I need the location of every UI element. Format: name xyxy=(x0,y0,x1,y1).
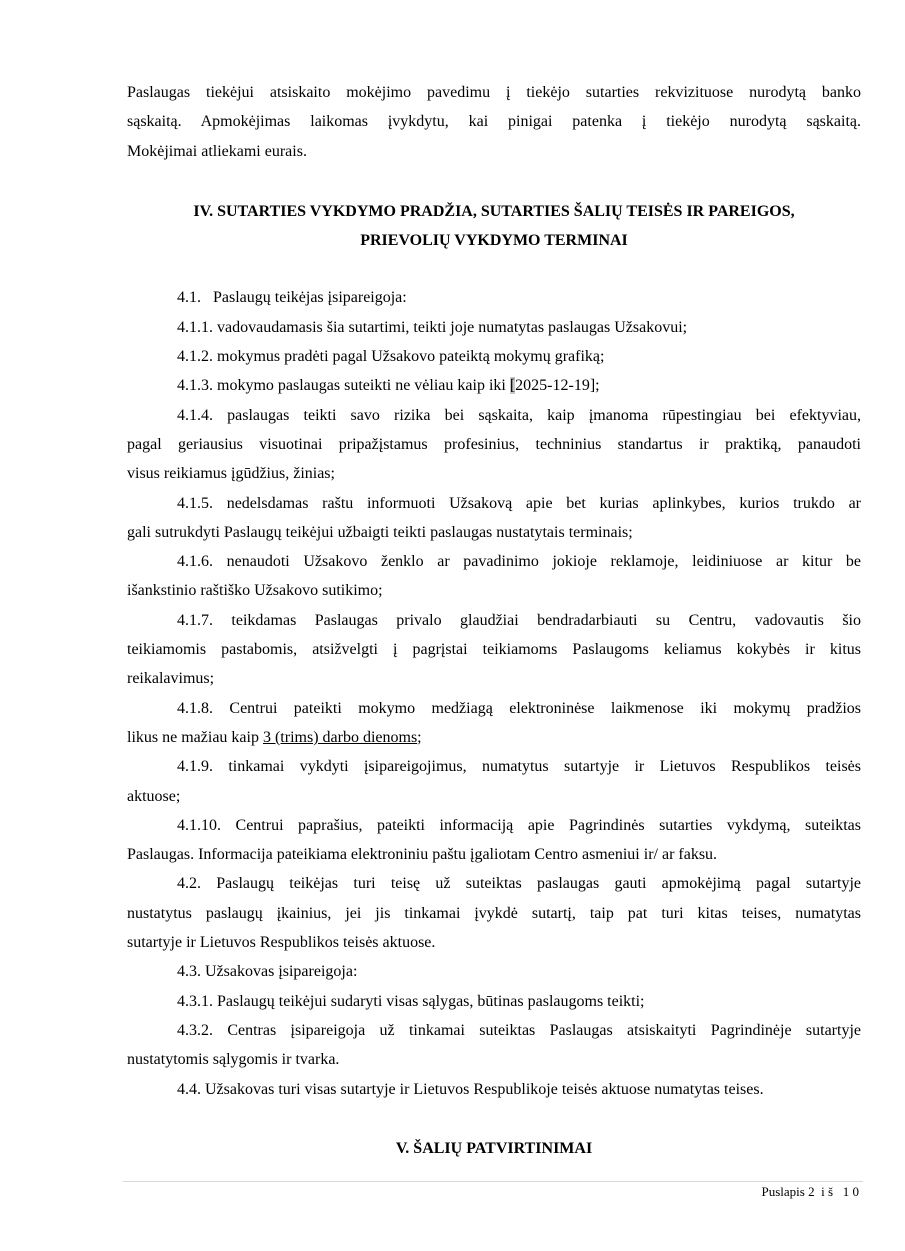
text-line: pagal geriausius visuotinai pripažįstamus profesinius, techninius standartus ir praktiką, panaudoti xyxy=(127,435,861,453)
text-line: 4.1.7. teikdamas Paslaugas privalo glaudžiai bendradarbiauti su Centru, vadovautis šio xyxy=(177,611,861,629)
paragraph xyxy=(127,371,861,400)
paragraph xyxy=(127,313,861,342)
paragraph xyxy=(127,606,861,694)
text-line: 4.1.10. Centrui paprašius, pateikti informaciją apie Pagrindinės sutarties vykdymą, suteiktas xyxy=(177,816,861,834)
paragraph xyxy=(127,752,861,811)
paragraph xyxy=(127,1075,861,1104)
paragraph xyxy=(127,957,861,986)
text-line: teikiamomis pastabomis, atsižvelgti į pagrįstai teikiamoms Paslaugoms keliamus kokybės ir kitus xyxy=(127,641,861,659)
section-heading xyxy=(127,1134,861,1163)
text-segment: likus ne mažiau kaip xyxy=(127,728,263,746)
text-line: Paslaugas tiekėjui atsiskaito mokėjimo pavedimu į tiekėjo sutarties rekvizituose nurodytą banko xyxy=(127,84,861,101)
paragraph xyxy=(127,1016,861,1075)
text-line: gali sutrukdyti Paslaugų teikėjui užbaigti teikti paslaugas nustatytais terminais; xyxy=(127,523,633,541)
text-line: išankstinio raštiško Užsakovo sutikimo; xyxy=(127,582,383,600)
paragraph xyxy=(127,987,861,1016)
text-line: IV. SUTARTIES VYKDYMO PRADŽIA, SUTARTIES ŠALIŲ TEISĖS IR PAREIGOS, xyxy=(193,202,795,220)
paragraph xyxy=(127,283,861,312)
text-line: Paslaugas. Informacija pateikiama elektroniniu paštu įgaliotam Centro asmeniui ir/ ar faksu. xyxy=(127,846,718,864)
text-line: 4.1.2. mokymus pradėti pagal Užsakovo pateiktą mokymų grafiką; xyxy=(177,348,605,366)
text-segment: ; xyxy=(417,728,422,746)
footer-divider xyxy=(123,1181,863,1182)
text-line: sąskaitą. Apmokėjimas laikomas įvykdytu, kai pinigai patenka į tiekėjo nurodytą sąskaitą. xyxy=(127,113,861,131)
page-number: Puslapis 2 i š 1 0 xyxy=(761,1184,859,1199)
text-line: visus reikiamus įgūdžius, žinias; xyxy=(127,465,335,483)
text-line: V. ŠALIŲ PATVIRTINIMAI xyxy=(395,1139,593,1157)
text-line: 4.1.8. Centrui pateikti mokymo medžiagą elektroninėse laikmenose iki mokymų pradžios xyxy=(177,699,861,717)
paragraph xyxy=(127,811,861,870)
text-line: 4.1.9. tinkamai vykdyti įsipareigojimus, numatytus sutartyje ir Lietuvos Respublikos teisės xyxy=(177,758,861,776)
paragraph xyxy=(127,489,861,548)
paragraph xyxy=(127,869,861,957)
paragraph xyxy=(127,694,861,753)
text-line xyxy=(127,723,861,752)
text-segment: 4.1.3. mokymo paslaugas suteikti ne vėliau kaip iki xyxy=(177,377,510,395)
text-line: aktuose; xyxy=(127,787,181,805)
paragraph xyxy=(127,547,861,606)
text-line: 4.3. Užsakovas įsipareigoja: xyxy=(177,963,358,981)
text-line: nustatytomis sąlygomis ir tvarka. xyxy=(127,1051,340,1069)
text-line: 4.1.4. paslaugas teikti savo rizika bei sąskaita, kaip įmanoma rūpestingiau bei efektyviau, xyxy=(177,406,861,424)
text-line xyxy=(127,371,861,400)
text-line: reikalavimus; xyxy=(127,670,215,688)
paragraph xyxy=(127,78,861,166)
text-line: 4.1.1. vadovaudamasis šia sutartimi, teikti joje numatytas paslaugas Užsakovui; xyxy=(177,318,688,336)
section-heading xyxy=(127,197,861,256)
paragraph xyxy=(127,401,861,489)
highlighted-text: [ xyxy=(509,377,516,395)
text-line: sutartyje ir Lietuvos Respublikos teisės aktuose. xyxy=(127,934,436,952)
text-line: 4.1.5. nedelsdamas raštu informuoti Užsakovą apie bet kurias aplinkybes, kurios trukdo ar xyxy=(177,494,861,512)
text-line: 4.3.2. Centras įsipareigoja už tinkamai suteiktas Paslaugas atsiskaityti Pagrindinėje sutartyje xyxy=(177,1021,861,1039)
document-body xyxy=(127,78,861,1191)
text-line: Mokėjimai atliekami eurais. xyxy=(127,142,307,160)
underlined-text: 3 (trims) darbo dienoms xyxy=(262,728,418,746)
text-segment: 2025-12-19]; xyxy=(515,377,600,395)
text-line: nustatytus paslaugų įkainius, jei jis tinkamai įvykdė sutartį, taip pat turi kitas teises, numatytas xyxy=(127,904,861,922)
text-line: 4.2. Paslaugų teikėjas turi teisę už suteiktas paslaugas gauti apmokėjimą pagal sutartyje xyxy=(177,875,861,893)
text-line: 4.1. Paslaugų teikėjas įsipareigoja: xyxy=(177,289,407,307)
text-line: 4.3.1. Paslaugų teikėjui sudaryti visas sąlygas, būtinas paslaugoms teikti; xyxy=(177,992,645,1010)
paragraph xyxy=(127,342,861,371)
text-line: PRIEVOLIŲ VYKDYMO TERMINAI xyxy=(360,232,628,250)
text-line: 4.4. Užsakovas turi visas sutartyje ir Lietuvos Respublikoje teisės aktuose numatytas teises. xyxy=(177,1080,764,1098)
text-line: 4.1.6. nenaudoti Užsakovo ženklo ar pavadinimo jokioje reklamoje, leidiniuose ar kitur be xyxy=(177,553,861,571)
